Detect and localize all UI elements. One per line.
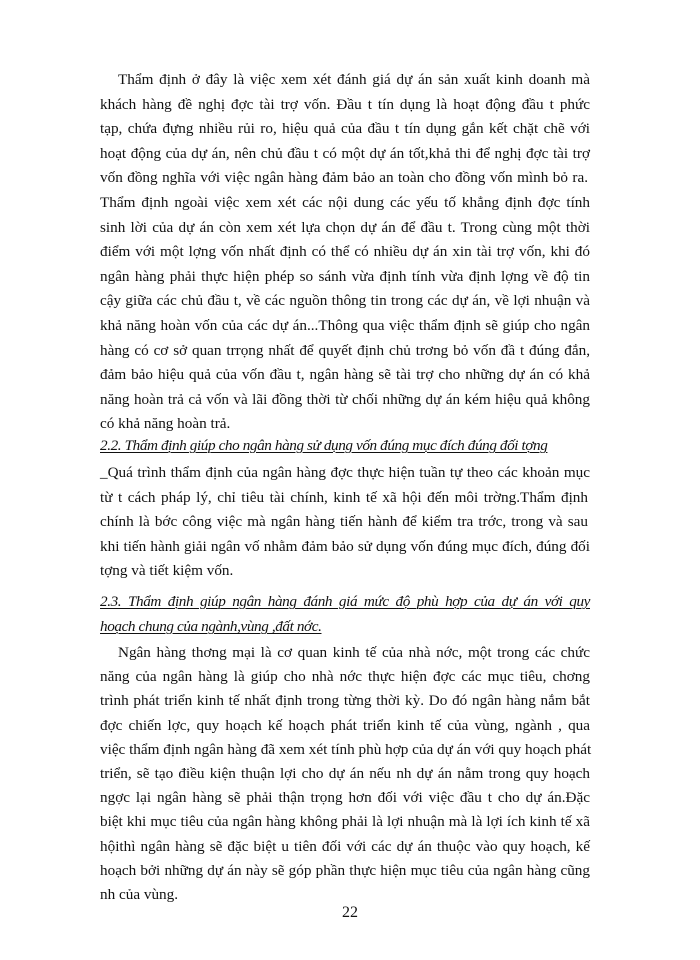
text-line: Ngân hàng thơng mại là cơ quan kinh tế của nhà nớc, một trong các chức	[118, 644, 590, 661]
text-line: hoạt động của dự án, nên chủ đầu t có một dự án tốt,khả thi để nghị đợc tài trợ	[100, 145, 590, 162]
text-line: khách hàng đề nghị đợc tài trợ vốn. Đầu t tín dụng là hoạt động đầu t phức	[100, 96, 590, 113]
section-heading: 2.3. Thẩm định giúp ngân hàng đánh giá mức độ phù hợp của dự án với quy	[100, 593, 590, 610]
text-line: sinh lời của dự án còn xem xét lựa chọn dự án để đầu t. Trong cùng một thời	[100, 219, 590, 236]
text-line: từ t cách pháp lý, chỉ tiêu tài chính, kinh tế xã hội đến môi trờng.Thẩm định	[100, 489, 588, 506]
text-line: chính là bớc công việc mà ngân hàng tiến hành để kiểm tra trớc, trong và sau	[100, 513, 588, 530]
text-line: nh của vùng.	[100, 886, 179, 903]
text-line: có khả năng hoàn trả.	[100, 415, 231, 432]
text-line: biệt khi mục tiêu của ngân hàng không phải là lợi nhuận mà là lợi ích kinh tế xã	[100, 813, 590, 830]
text-line: Thẩm định ở đây là việc xem xét đánh giá dự án sản xuất kinh doanh mà	[118, 71, 590, 88]
text-line: năng của ngân hàng là giúp cho nhà nớc thực hiện đợc các mục tiêu, chơng	[100, 668, 590, 685]
text-line: khi tiến hành giải ngân vố nhằm đảm bảo sử dụng vốn đúng mục đích, đúng đối	[100, 538, 590, 555]
text-line: khả năng hoàn vốn của các dự án...Thông qua việc thẩm định sẽ giúp cho ngân	[100, 317, 590, 334]
text-line: ngân hàng phải thực hiện phép so sánh vừa định tính vừa định lợng về độ tin	[100, 268, 590, 285]
text-line: ngợc lại ngân hàng sẽ phải thận trọng hơn đối với việc đầu t cho dự án.Đặc	[100, 789, 590, 806]
text-line: Thẩm định ngoài việc xem xét các nội dung các yếu tố khẳng định đợc tính	[100, 194, 590, 211]
text-line: hoạch bởi những dự án này sẽ góp phần thực hiện mục tiêu của ngân hàng cũng	[100, 862, 590, 879]
text-line: triển, sẽ tạo điều kiện thuận lợi cho dự án nếu nh dự án nằm trong quy hoạch	[100, 765, 590, 782]
text-line: hàng có cơ sở quan trrọng nhất để quyết định chủ trơng bỏ vốn đầ t đúng đắn,	[100, 342, 590, 359]
text-line: hộithì ngân hàng sẽ đặc biệt u tiên đối với các dự án thuộc vào quy hoạch, kế	[100, 838, 590, 855]
text-line: trình phát triển kinh tế nhất định trong từng thời kỳ. Do đó ngân hàng nắm bắt	[100, 692, 590, 709]
text-line: tợng và tiết kiệm vốn.	[100, 562, 234, 579]
text-line: năng hoàn trả cả vốn và lãi đồng thời từ chối những dự án kém hiệu quả không	[100, 391, 590, 408]
text-line: cậy giữa các chủ đầu t, về các nguồn thông tin trong các dự án, về lợi nhuận và	[100, 292, 590, 309]
text-line: đảm bảo hiệu quả của vốn đầu t, ngân hàng sẽ tài trợ cho những dự án có khả	[100, 366, 590, 383]
section-heading: hoạch chung của ngành,vùng ,đất nớc.	[100, 618, 322, 635]
text-line: điểm với một lợng vốn nhất định có thể có nhiều dự án xin tài trợ vốn, khi đó	[100, 243, 590, 260]
text-line: tạp, chứa đựng nhiều rủi ro, hiệu quả của đầu t tín dụng gắn kết chặt chẽ với	[100, 120, 590, 137]
section-heading: 2.2. Thẩm định giúp cho ngân hàng sử dụng vốn đúng mục đích đúng đối tợng	[100, 437, 548, 454]
text-line: _Quá trình thẩm định của ngân hàng đợc thực hiện tuần tự theo các khoản mục	[100, 464, 590, 481]
page-number: 22	[342, 904, 358, 921]
text-line: vốn đồng nghĩa với việc ngân hàng đảm bảo an toàn cho đồng vốn mình bỏ ra.	[100, 169, 588, 186]
text-line: đợc chiến lợc, quy hoạch kế hoạch phát triển kinh tế của vùng, ngành , qua	[100, 717, 590, 734]
text-line: việc thẩm định ngân hàng đã xem xét tính phù hợp của dự án với quy hoạch phát	[100, 741, 592, 758]
